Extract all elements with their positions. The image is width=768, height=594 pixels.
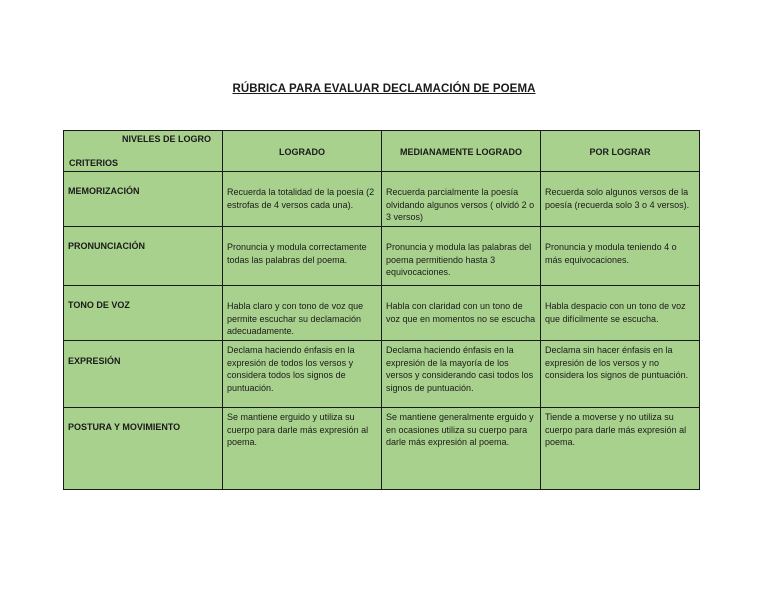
- page-title: RÚBRICA PARA EVALUAR DECLAMACIÓN DE POEMA: [232, 83, 536, 95]
- cell-tono-por-lograr: Habla despacio con un tono de voz que difícilmente se escucha.: [541, 286, 700, 341]
- column-header-por-lograr: POR LOGRAR: [541, 131, 700, 172]
- cell-pronunciacion-medianamente: Pronuncia y modula las palabras del poema permitiendo hasta 3 equivocaciones.: [382, 227, 541, 286]
- table-row: [64, 227, 700, 286]
- cell-expresion-por-lograr: Declama sin hacer énfasis en la expresión de los versos y no considera los signos de puntuación.: [541, 341, 700, 408]
- table-row: [64, 286, 700, 341]
- table-header-row: [64, 131, 700, 172]
- levels-label: NIVELES DE LOGRO: [122, 134, 212, 144]
- table-row: [64, 172, 700, 227]
- criterion-expresion: EXPRESIÓN: [64, 341, 223, 408]
- table-row: [64, 408, 700, 490]
- criteria-label: CRITERIOS: [69, 157, 119, 168]
- cell-postura-logrado: Se mantiene erguido y utiliza su cuerpo para darle más expresión al poema.: [223, 408, 382, 490]
- cell-tono-medianamente: Habla con claridad con un tono de voz que en momentos no se escucha: [382, 286, 541, 341]
- cell-pronunciacion-logrado: Pronuncia y modula correctamente todas las palabras del poema.: [223, 227, 382, 286]
- cell-tono-logrado: Habla claro y con tono de voz que permite escuchar su declamación adecuadamente.: [223, 286, 382, 341]
- criterion-pronunciacion: PRONUNCIACIÓN: [64, 227, 223, 286]
- column-header-logrado: LOGRADO: [223, 131, 382, 172]
- cell-memorizacion-medianamente: Recuerda parcialmente la poesía olvidando algunos versos ( olvidó 2 o 3 versos): [382, 172, 541, 227]
- header-corner-cell: [64, 131, 223, 172]
- criterion-tono-de-voz: TONO DE VOZ: [64, 286, 223, 341]
- cell-memorizacion-logrado: Recuerda la totalidad de la poesía (2 estrofas de 4 versos cada una).: [223, 172, 382, 227]
- rubric-table: [63, 130, 700, 490]
- criterion-postura-y-movimiento: POSTURA Y MOVIMIENTO: [64, 408, 223, 490]
- cell-memorizacion-por-lograr: Recuerda solo algunos versos de la poesía (recuerda solo 3 o 4 versos).: [541, 172, 700, 227]
- cell-expresion-medianamente: Declama haciendo énfasis en la expresión de la mayoría de los versos y considerando casi todos los signos de puntuación.: [382, 341, 541, 408]
- cell-postura-por-lograr: Tiende a moverse y no utiliza su cuerpo para darle más expresión al poema.: [541, 408, 700, 490]
- table-row: [64, 341, 700, 408]
- cell-expresion-logrado: Declama haciendo énfasis en la expresión de todos los versos y considera todos los signos de puntuación.: [223, 341, 382, 408]
- cell-postura-medianamente: Se mantiene generalmente erguido y en ocasiones utiliza su cuerpo para darle más expresión al poema.: [382, 408, 541, 490]
- criterion-memorizacion: MEMORIZACIÓN: [64, 172, 223, 227]
- column-header-medianamente-logrado: MEDIANAMENTE LOGRADO: [382, 131, 541, 172]
- cell-pronunciacion-por-lograr: Pronuncia y modula teniendo 4 o más equivocaciones.: [541, 227, 700, 286]
